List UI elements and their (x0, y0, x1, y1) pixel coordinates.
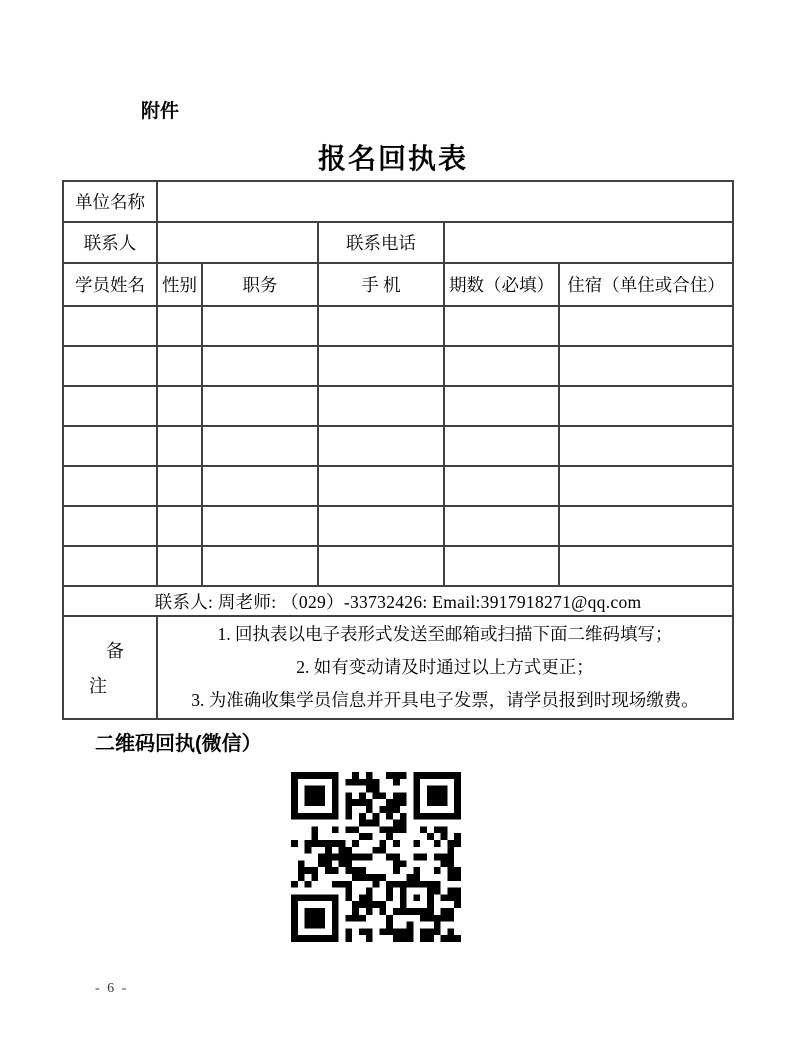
hotline-row (63, 586, 733, 616)
empty-cell (559, 426, 733, 466)
remarks-label-char-1: 备 (106, 641, 124, 661)
unit-name-row (63, 181, 733, 222)
empty-cell (318, 506, 444, 546)
attachment-label: 附件 (141, 101, 180, 122)
qr-code-svg (291, 772, 461, 942)
empty-cell (559, 306, 733, 346)
empty-student-row (63, 506, 733, 546)
empty-student-row (63, 386, 733, 426)
remarks-content-cell (157, 616, 733, 719)
empty-cell (202, 426, 318, 466)
empty-cell (157, 546, 202, 586)
contact-person-value-cell (157, 222, 318, 263)
empty-cell (63, 346, 157, 386)
empty-cell (63, 386, 157, 426)
empty-cell (559, 466, 733, 506)
unit-name-value-cell (157, 181, 733, 222)
empty-cell (63, 426, 157, 466)
empty-cell (559, 546, 733, 586)
hotline-text: 联系人: 周老师: （029）-33732426: Email:3917918271@qq.com (63, 586, 733, 616)
empty-cell (157, 386, 202, 426)
empty-cell (444, 546, 559, 586)
empty-cell (444, 466, 559, 506)
empty-cell (63, 506, 157, 546)
empty-cell (157, 466, 202, 506)
remarks-label-char-2: 注 (89, 676, 107, 696)
page-number: - 6 - (95, 981, 129, 996)
empty-cell (63, 466, 157, 506)
column-header-gender: 性别 (157, 263, 202, 306)
empty-student-row (63, 546, 733, 586)
empty-cell (318, 426, 444, 466)
empty-cell (318, 346, 444, 386)
remark-line-1: 1. 回执表以电子表形式发送至邮箱或扫描下面二维码填写； (217, 624, 673, 644)
empty-cell (444, 346, 559, 386)
empty-student-row (63, 466, 733, 506)
empty-cell (444, 386, 559, 426)
empty-cell (444, 426, 559, 466)
empty-cell (202, 546, 318, 586)
empty-cell (157, 506, 202, 546)
column-header-mobile: 手 机 (318, 263, 444, 306)
empty-cell (444, 306, 559, 346)
empty-cell (63, 306, 157, 346)
contact-person-label-cell: 联系人 (63, 222, 157, 263)
remark-line-2: 2. 如有变动请及时通过以上方式更正； (296, 657, 594, 677)
qr-code-image (291, 772, 461, 942)
empty-cell (559, 386, 733, 426)
empty-cell (157, 306, 202, 346)
empty-student-row (63, 306, 733, 346)
empty-cell (157, 426, 202, 466)
empty-cell (318, 386, 444, 426)
empty-rows-container (63, 306, 733, 586)
qr-section-heading: 二维码回执(微信） (95, 733, 262, 755)
empty-cell (318, 306, 444, 346)
remarks-row (63, 616, 733, 719)
empty-cell (202, 466, 318, 506)
remarks-label-cell (63, 616, 157, 719)
contact-phone-label-cell: 联系电话 (318, 222, 444, 263)
empty-student-row (63, 346, 733, 386)
empty-cell (202, 506, 318, 546)
empty-cell (202, 346, 318, 386)
empty-cell (318, 466, 444, 506)
remark-line-3: 3. 为准确收集学员信息并开具电子发票，请学员报到时现场缴费。 (191, 690, 699, 710)
column-header-position: 职务 (202, 263, 318, 306)
empty-student-row (63, 426, 733, 466)
contact-phone-value-cell (444, 222, 733, 263)
contact-row (63, 222, 733, 263)
empty-cell (559, 346, 733, 386)
empty-cell (318, 546, 444, 586)
column-header-session: 期数（必填） (444, 263, 559, 306)
registration-form-table (62, 180, 734, 720)
empty-cell (444, 506, 559, 546)
table-header-row (63, 263, 733, 306)
empty-cell (202, 306, 318, 346)
empty-cell (202, 386, 318, 426)
column-header-student-name: 学员姓名 (63, 263, 157, 306)
empty-cell (559, 506, 733, 546)
page-title: 报名回执表 (317, 144, 468, 175)
empty-cell (157, 346, 202, 386)
column-header-lodging: 住宿（单住或合住） (559, 263, 733, 306)
empty-cell (63, 546, 157, 586)
unit-name-label-cell: 单位名称 (63, 181, 157, 222)
